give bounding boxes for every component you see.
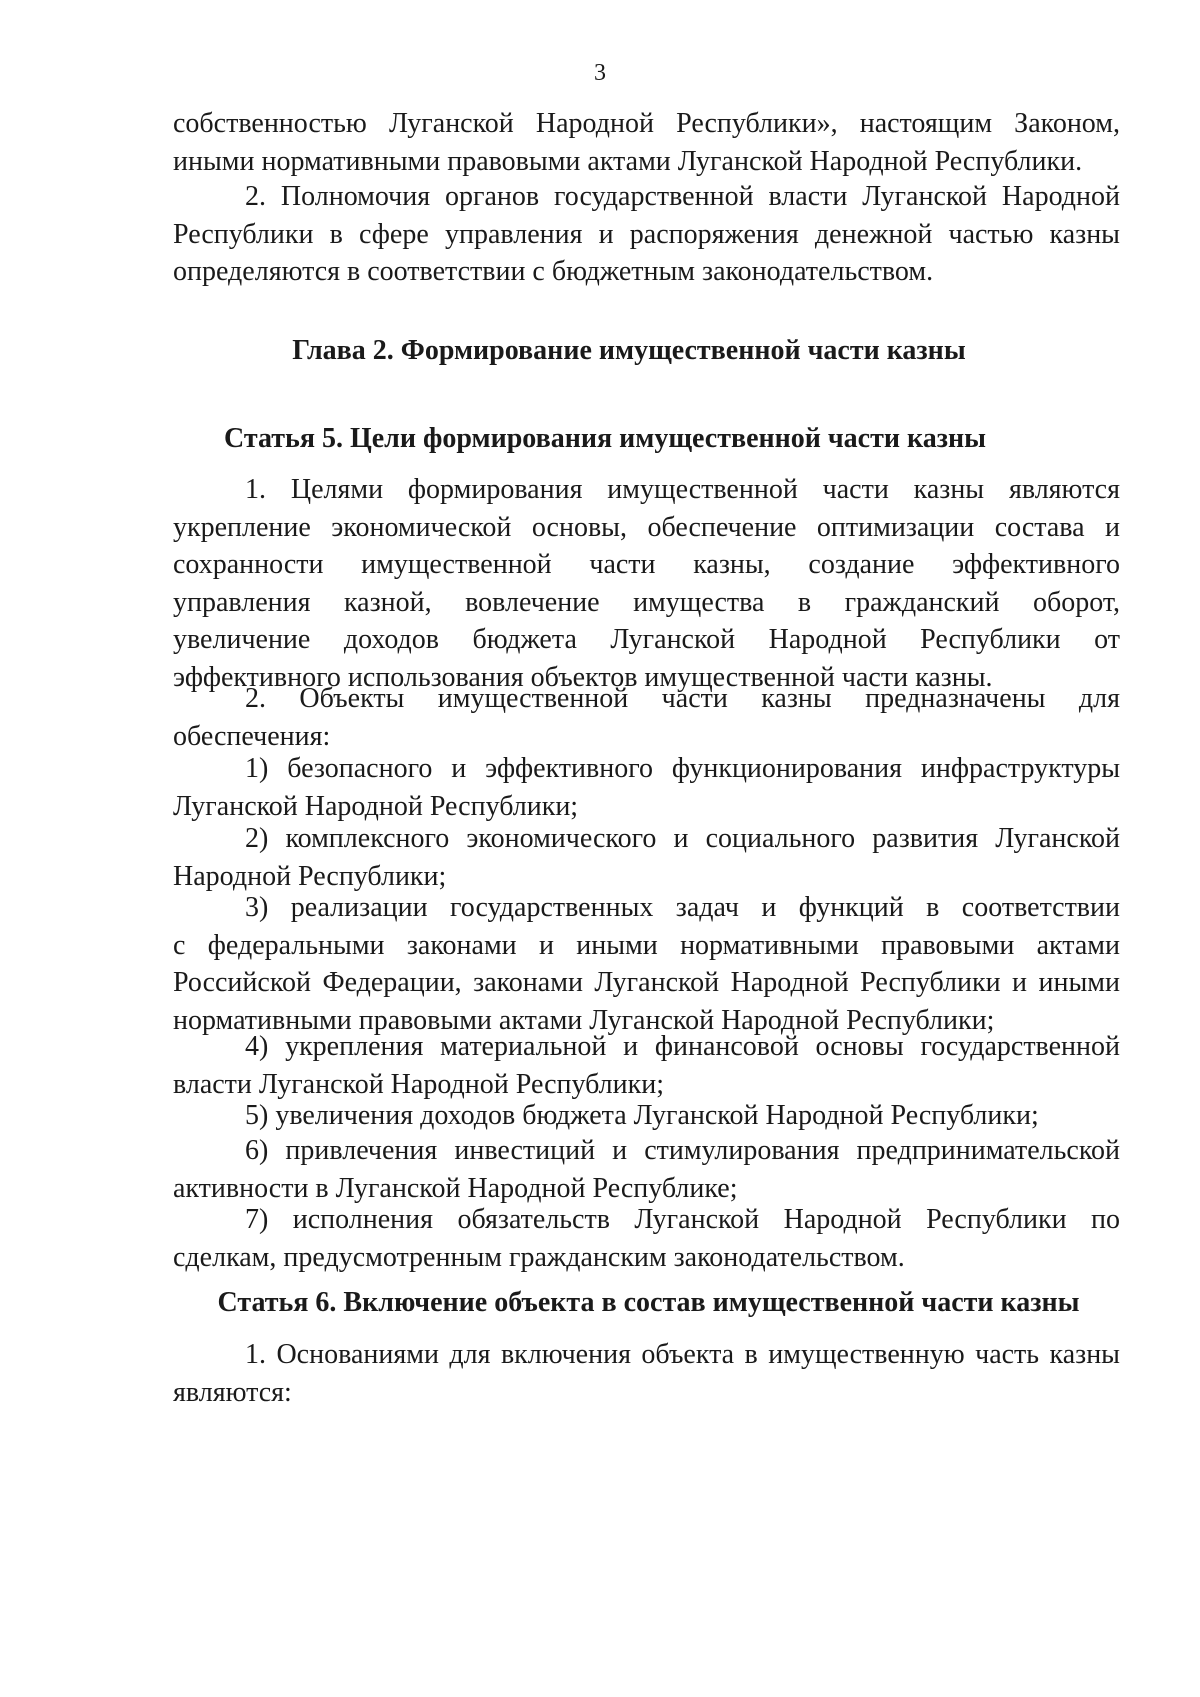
- text-line: 3) реализации государственных задач и функций в соответствии: [245, 892, 1120, 923]
- text-line: активности в Луганской Народной Республике;: [173, 1172, 738, 1204]
- text-line: управления казной, вовлечение имущества в гражданский оборот,: [173, 586, 1120, 618]
- list-item: [173, 1132, 1120, 1207]
- page-number: 3: [594, 60, 606, 86]
- intro-paragraph: [173, 105, 1120, 180]
- text-line: 5) увеличения доходов бюджета Луганской Народной Республики;: [245, 1100, 1039, 1131]
- article-6-heading: Статья 6. Включение объекта в состав имущественной части казны: [217, 1287, 1080, 1318]
- text-line: Луганской Народной Республики;: [173, 790, 579, 822]
- article-6-paragraph-1: [173, 1336, 1120, 1411]
- list-item: [173, 820, 1120, 895]
- text-line: 1. Целями формирования имущественной части казны являются: [245, 474, 1120, 505]
- text-line: с федеральными законами и иными нормативными правовыми актами: [173, 929, 1120, 961]
- chapter-heading: Глава 2. Формирование имущественной части казны: [292, 335, 966, 366]
- text-line: эффективного использования объектов имущественной части казны.: [173, 661, 993, 693]
- list-item: [173, 1097, 1120, 1135]
- text-line: 1) безопасного и эффективного функционирования инфраструктуры: [245, 753, 1120, 784]
- text-line: нормативными правовыми актами Луганской Народной Республики;: [173, 1004, 995, 1036]
- text-line: иными нормативными правовыми актами Луганской Народной Республики.: [173, 145, 1083, 177]
- list-item: [173, 1028, 1120, 1103]
- text-line: 6) привлечения инвестиций и стимулирования предпринимательской: [245, 1135, 1120, 1166]
- list-item: [173, 889, 1120, 1039]
- article-5-paragraph-1: [173, 471, 1120, 696]
- article-5-paragraph-2: [173, 680, 1120, 755]
- text-line: являются:: [173, 1376, 292, 1408]
- text-line: 2) комплексного экономического и социального развития Луганской: [245, 823, 1120, 854]
- text-line: сохранности имущественной части казны, создание эффективного: [173, 549, 1120, 580]
- text-line: укрепление экономической основы, обеспечение оптимизации состава и: [173, 511, 1120, 543]
- text-line: увеличение доходов бюджета Луганской Народной Республики от: [173, 624, 1120, 655]
- article-5-heading: Статья 5. Цели формирования имущественной части казны: [224, 423, 986, 454]
- text-line: 1. Основаниями для включения объекта в имущественную часть казны: [245, 1339, 1120, 1370]
- text-line: Народной Республики;: [173, 860, 447, 892]
- text-line: определяются в соответствии с бюджетным законодательством.: [173, 256, 934, 287]
- text-line: собственностью Луганской Народной Республики», настоящим Законом,: [173, 108, 1120, 139]
- text-line: сделкам, предусмотренным гражданским законодательством.: [173, 1241, 905, 1273]
- text-line: 2. Объекты имущественной части казны предназначены для: [245, 683, 1120, 714]
- paragraph-2: [173, 178, 1120, 291]
- text-line: Республики в сфере управления и распоряжения денежной частью казны: [173, 218, 1120, 250]
- text-line: 2. Полномочия органов государственной власти Луганской Народной: [245, 181, 1120, 212]
- text-line: 7) исполнения обязательств Луганской Народной Республики по: [245, 1204, 1120, 1235]
- text-line: власти Луганской Народной Республики;: [173, 1068, 664, 1100]
- list-item: [173, 1201, 1120, 1276]
- text-line: обеспечения:: [173, 720, 331, 752]
- text-line: Российской Федерации, законами Луганской Народной Республики и иными: [173, 967, 1120, 998]
- list-item: [173, 750, 1120, 825]
- text-line: 4) укрепления материальной и финансовой основы государственной: [245, 1031, 1120, 1062]
